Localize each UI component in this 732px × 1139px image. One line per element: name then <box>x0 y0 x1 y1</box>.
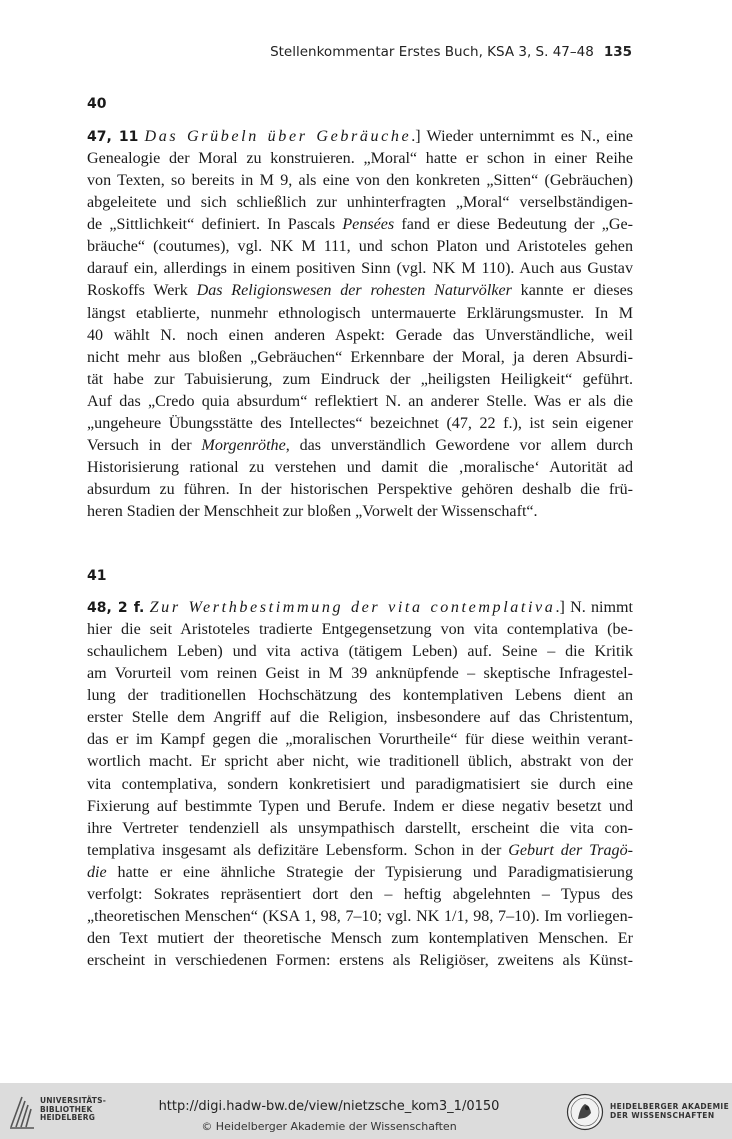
text-line: nicht mehr aus bloßen „Gebräuchen“ Erkennbare der Moral, ja deren Absurdi- <box>87 348 633 366</box>
italic-title: Morgenröthe <box>201 436 286 454</box>
text-line: 47, 11 Das Grübeln über Gebräuche.] Wieder unternimmt es N., eine <box>87 128 633 145</box>
text-line: ihre Vertreter tendenziell als unsympathisch darstellt, erscheint die vita con- <box>87 819 633 837</box>
library-name: UNIVERSITÄTS- BIBLIOTHEK HEIDELBERG <box>40 1096 107 1122</box>
commentary-paragraph <box>87 126 633 523</box>
text-line: Roskoffs Werk Das Religionswesen der rohesten Naturvölker kannte er dieses <box>87 282 633 300</box>
lemma-title: Das Grübeln über Gebräuche <box>144 128 412 145</box>
text-line: abgeleitete und sich schließlich zur unhinterfragten „Moral“ verselbständigen- <box>87 194 633 212</box>
text-line: Versuch in der Morgenröthe, das unverständlich Gewordene vor allem durch <box>87 436 633 454</box>
text-line: schaulichem Leben) und vita activa (tätigem Leben) auf. Seine – die Kritik <box>87 643 633 661</box>
text-line: längst etablierte, nunmehr ethnologisch untermauerte Erklärungsmuster. In M <box>87 304 633 322</box>
source-url[interactable]: http://digi.hadw-bw.de/view/nietzsche_kom3_1/0150 <box>158 1099 500 1114</box>
page-number: 135 <box>603 44 632 60</box>
text-line: von Texten, so bereits in M 9, als eine von den konkreten „Sitten“ (Gebräuchen) <box>87 172 633 190</box>
italic-title: die <box>87 863 107 881</box>
italic-title: Das Religionswesen der rohesten Naturvölker <box>196 282 512 300</box>
text-line: Auf das „Credo quia absurdum“ reflektiert N. an anderer Stelle. Was er als die <box>87 392 633 410</box>
text-line: heren Stadien der Menschheit zur bloßen „Vorwelt der Wissenschaft“. <box>87 503 538 521</box>
italic-title: Pensées <box>342 216 395 234</box>
text-line: die hatte er eine ähnliche Strategie der Typisierung und Paradigmatisierung <box>87 863 633 881</box>
text-line: bräuche“ (coutumes), vgl. NK M 111, und schon Platon und Aristoteles gehen <box>87 238 633 256</box>
text-line: erster Stelle dem Angriff auf die Religion, insbesondere auf das Christentum, <box>87 709 633 727</box>
running-title: Stellenkommentar Erstes Buch, KSA 3, S. 47–48 <box>270 44 594 60</box>
text-line: den Text mutiert der theoretische Mensch zum kontemplativen Menschen. Er <box>87 929 633 947</box>
italic-title: Geburt der Tragö- <box>508 841 633 859</box>
text-line: am Vorurteil vom reinen Geist in M 39 anknüpfende – skeptische Infragestel- <box>87 665 633 683</box>
text-line: templativa insgesamt als defizitäre Lebensform. Schon in der Geburt der Tragö- <box>87 841 633 859</box>
section-number: 40 <box>87 96 107 112</box>
text-line: vita contemplativa, sondern konkretisiert und paradigmatisiert sie durch eine <box>87 775 633 793</box>
running-head <box>270 44 632 60</box>
text-line: lung der traditionellen Hochschätzung des kontemplativen Lebens dient an <box>87 687 633 705</box>
text-line: erscheint in verschiedenen Formen: erstens als Religiöser, zweitens als Künst- <box>87 952 633 969</box>
copyright-notice: © Heidelberger Akademie der Wissenschaften <box>201 1120 457 1133</box>
lemma-title: Zur Werthbestimmung der vita contemplativa <box>149 599 556 616</box>
text-line: Historisierung rational zu verstehen und damit die ‚moralische‘ Autorität ad <box>87 458 633 476</box>
commentary-paragraph <box>87 597 633 972</box>
lemma-reference: 47, 11 <box>87 129 139 145</box>
text-line: das er im Kampf gegen die „moralischen Vorurtheile“ für diese weithin verant- <box>87 731 633 749</box>
text-line: „ungeheure Übungsstätte des Intellectes“ bezeichnet (47, 22 f.), ist sein eigener <box>87 414 633 432</box>
text-line: Genealogie der Moral zu konstruieren. „Moral“ hatte er schon in einer Reihe <box>87 150 633 168</box>
text-line: „theoretischen Menschen“ (KSA 1, 98, 7–10; vgl. NK 1/1, 98, 7–10). Im vorliegen- <box>87 907 633 925</box>
text-line: verfolgt: Sokrates repräsentiert dort den – heftig abgelehnten – Typus des <box>87 885 633 903</box>
text-line: Fixierung auf bestimmte Typen und Berufe. Indem er diese negativ besetzt und <box>87 797 633 815</box>
text-line: wortlich macht. Er spricht aber nicht, wie traditionell üblich, abstrakt von der <box>87 753 633 771</box>
academy-name: HEIDELBERGER AKADEMIE DER WISSENSCHAFTEN <box>610 1102 730 1120</box>
digitization-footer <box>0 1083 732 1139</box>
text-line: darauf ein, allerdings in einem positiven Sinn (vgl. NK M 110). Auch aus Gustav <box>87 260 633 278</box>
text-line: hier die seit Aristoteles tradierte Entgegensetzung von vita contemplativa (be- <box>87 621 633 639</box>
text-line: 40 wählt N. noch einen anderen Aspekt: Gerade das Unverständliche, weil <box>87 326 633 344</box>
section-number: 41 <box>87 568 107 584</box>
text-line: tät habe zur Tabuisierung, zum Eindruck der „heiligsten Heiligkeit“ geführt. <box>87 370 633 388</box>
text-line: 48, 2 f. Zur Werthbestimmung der vita contemplativa.] N. nimmt <box>87 599 633 616</box>
text-line: de „Sittlichkeit“ definiert. In Pascals Pensées fand er diese Bedeutung der „Ge- <box>87 216 633 234</box>
academy-seal-icon <box>566 1093 604 1131</box>
text-line: absurdum zu führen. In der historischen Perspektive gehören deshalb die frü- <box>87 481 633 498</box>
lemma-reference: 48, 2 f. <box>87 600 145 616</box>
